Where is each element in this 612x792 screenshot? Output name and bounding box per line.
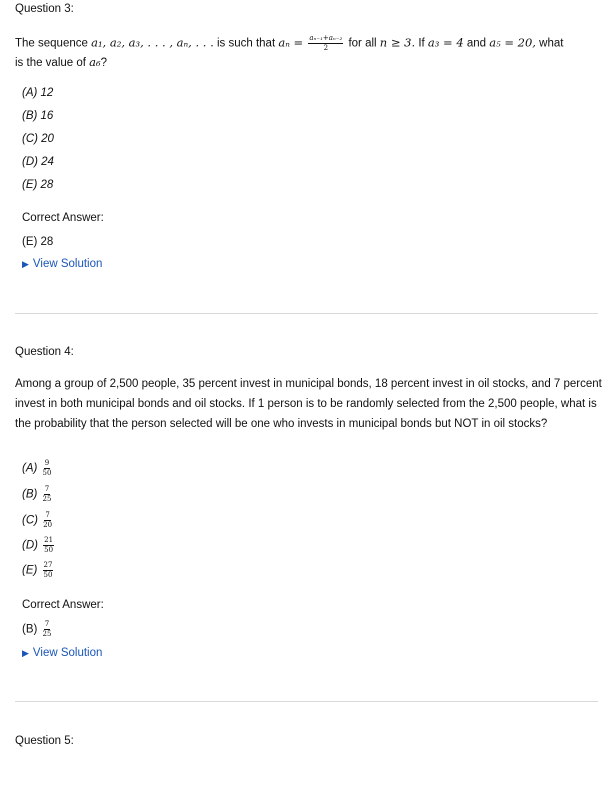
fraction-denominator: 2 <box>323 44 329 52</box>
fraction-denominator: 25 <box>42 630 52 638</box>
condition: n ≥ 3. <box>379 35 416 50</box>
stem-text: The sequence <box>15 37 88 50</box>
choice-label: (C) <box>22 514 38 527</box>
fraction-numerator: 7 <box>44 620 50 628</box>
a5-value: a₅ = 20, <box>489 35 536 50</box>
choice-label: (D) <box>22 539 38 552</box>
question-mark: ? <box>100 57 108 69</box>
stem-text: what <box>539 37 564 50</box>
recurrence-lhs: aₙ = <box>278 35 304 50</box>
correct-answer-value: (E) 28 <box>22 236 54 248</box>
answer-choice-d[interactable]: (D) 24 <box>22 156 54 168</box>
stem-text: for all <box>348 37 377 50</box>
answer-choice-a[interactable] <box>22 460 53 477</box>
recurrence-fraction <box>308 35 343 52</box>
choice-fraction <box>43 621 52 638</box>
stem-text: If <box>418 37 425 50</box>
a3-value: a₃ = 4 <box>427 35 464 50</box>
sequence-terms: a₁, a₂, a₃, . . . , aₙ, . . . <box>91 35 214 50</box>
choice-fraction <box>43 512 52 529</box>
fraction-numerator: 27 <box>43 561 53 569</box>
answer-choice-b[interactable]: (B) 16 <box>22 110 54 122</box>
correct-answer-label: Correct Answer: <box>22 212 104 224</box>
question-4-stem: Among a group of 2,500 people, 35 percent invest in municipal bonds, 18 percent invest in oil stocks, and 7 percent invest in both municipal bonds and oil stocks. If 1 person is to be randomly selected from the 2,500 people, what is the probability that the person selected will be one who invests in municipal bonds but NOT in oil stocks? <box>15 378 602 430</box>
section-divider <box>15 313 598 314</box>
disclosure-triangle-icon: ▶ <box>22 648 29 658</box>
view-solution-toggle[interactable] <box>22 647 102 659</box>
view-solution-link[interactable]: View Solution <box>32 647 103 659</box>
question-3-stem-line-2 <box>15 55 107 69</box>
fraction-numerator: 7 <box>45 511 50 519</box>
fraction-denominator: 20 <box>43 521 53 529</box>
disclosure-triangle-icon: ▶ <box>22 259 29 269</box>
stem-text: is such that <box>216 37 276 50</box>
fraction-numerator: aₙ₋₁+aₙ₋₂ <box>309 34 343 42</box>
fraction-denominator: 50 <box>43 571 53 579</box>
fraction-denominator: 25 <box>42 495 52 503</box>
choice-label: (B) <box>22 488 38 501</box>
stem-text: and <box>466 37 487 50</box>
answer-choice-b[interactable] <box>22 486 53 503</box>
choice-fraction <box>43 562 54 579</box>
a6-term: a₆ <box>89 55 101 69</box>
fraction-numerator: 9 <box>44 459 50 467</box>
answer-choice-e[interactable] <box>22 562 55 579</box>
choice-label: (E) <box>22 564 38 577</box>
question-3-title: Question 3: <box>15 3 74 15</box>
answer-choice-d[interactable] <box>22 537 56 554</box>
stem-text: is the value of <box>15 57 86 69</box>
question-4-title: Question 4: <box>15 346 74 358</box>
fraction-denominator: 50 <box>42 469 52 477</box>
answer-choice-c[interactable]: (C) 20 <box>22 133 54 145</box>
question-5-title: Question 5: <box>15 735 74 747</box>
choice-label: (A) <box>22 462 38 475</box>
view-solution-link[interactable]: View Solution <box>32 258 103 270</box>
correct-answer-value <box>22 621 53 638</box>
answer-choice-e[interactable]: (E) 28 <box>22 179 54 191</box>
choice-fraction <box>43 537 54 554</box>
section-divider <box>15 701 598 702</box>
choice-fraction <box>43 486 52 503</box>
correct-answer-label: Correct Answer: <box>22 599 104 611</box>
question-3-stem-line-1 <box>15 35 563 52</box>
fraction-numerator: 21 <box>44 536 54 544</box>
answer-choice-c[interactable] <box>22 512 54 529</box>
fraction-denominator: 50 <box>44 546 54 554</box>
choice-label: (B) <box>22 623 38 636</box>
view-solution-toggle[interactable] <box>22 258 102 270</box>
answer-choice-a[interactable]: (A) 12 <box>22 87 54 99</box>
choice-fraction <box>43 460 52 477</box>
fraction-numerator: 7 <box>44 485 50 493</box>
